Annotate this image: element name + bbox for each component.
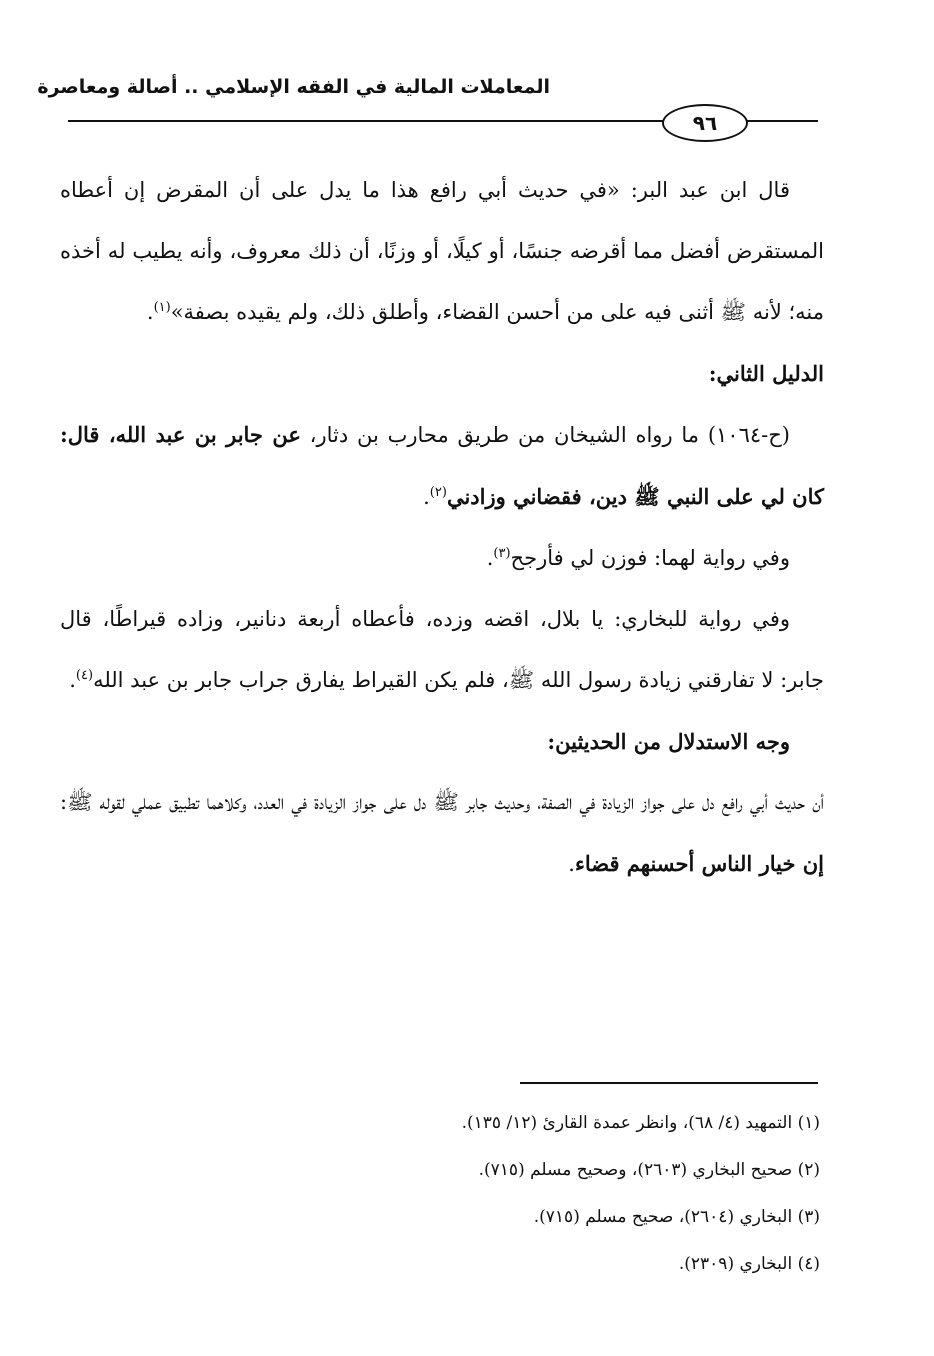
footnote-rule [520,1082,818,1084]
paragraph-end: . [423,485,430,509]
hadith-text: عن جابر بن عبد الله، قال: كان لي على النبي ﷺ دين، فقضاني وزادني [60,422,824,509]
hadith-text: إن خيار الناس أحسنهم قضاء [574,851,824,876]
section-heading: الدليل الثاني: [708,361,824,386]
page-number: ٩٦ [662,104,748,142]
paragraph-quote [60,160,824,343]
section-heading: وجه الاستدلال من الحديثين: [547,729,790,754]
footnote: (٤) البخاري (٢٣٠٩). [678,1254,820,1274]
footnote-ref: (٢) [429,485,447,500]
paragraph-hadith [60,404,824,528]
running-header-title: المعاملات المالية في الفقه الإسلامي .. أصالة ومعاصرة [37,76,550,98]
footnotes [60,1100,820,1288]
footnote-ref: (٣) [493,546,511,561]
paragraph-end: . [486,546,494,570]
footnote: (٣) البخاري (٢٦٠٤)، صحيح مسلم (٧١٥). [533,1207,820,1227]
paragraph-text: وفي رواية للبخاري: يا بلال، اقضه وزده، فأعطاه أربعة دنانير، وزاده قيراطًا، قال جابر: لا تفارقني زيادة رسول الله ﷺ، فلم يكن القيراط يفارق جراب جابر بن عبد الله [60,607,824,692]
footnote-ref: (١) [153,300,171,315]
paragraph-end: . [568,852,575,876]
paragraph-narration-bukhari [60,589,824,711]
paragraph-end: . [69,668,76,692]
footnote-ref: (٤) [75,668,94,683]
paragraph-text: أن حديث أبي رافع دل على جواز الزيادة في الصفة، وحديث جابر ﷺ دل على جواز الزيادة في العدد، وكلاهما تطبيق عملي لقوله ﷺ: [60,790,824,814]
paragraph-text: (ح-١٠٦٤) ما رواه الشيخان من طريق محارب بن دثار، [300,423,790,447]
paragraph-inference [60,772,824,895]
footnote: (١) التمهيد (٤/ ٦٨)، وانظر عمدة القارئ (١٢/ ١٣٥). [461,1113,820,1133]
paragraph-narration [60,528,824,589]
main-text [60,160,824,895]
paragraph-end: . [146,300,154,324]
paragraph-text: وفي رواية لهما: فوزن لي فأرجح [510,546,790,570]
paragraph-text: قال ابن عبد البر: «في حديث أبي رافع هذا ما يدل على أن المقرض إن أعطاه المستقرض أفضل مما أقرضه جنسًا، أو كيلًا، أو وزنًا، أن ذلك معروف، وأنه يطيب له أخذه منه؛ لأنه ﷺ أثنى فيه على من أحسن القضاء، وأطلق ذلك، ولم يقيده بصفة» [60,178,824,324]
footnote: (٢) صحيح البخاري (٢٦٠٣)، وصحيح مسلم (٧١٥). [478,1160,820,1180]
